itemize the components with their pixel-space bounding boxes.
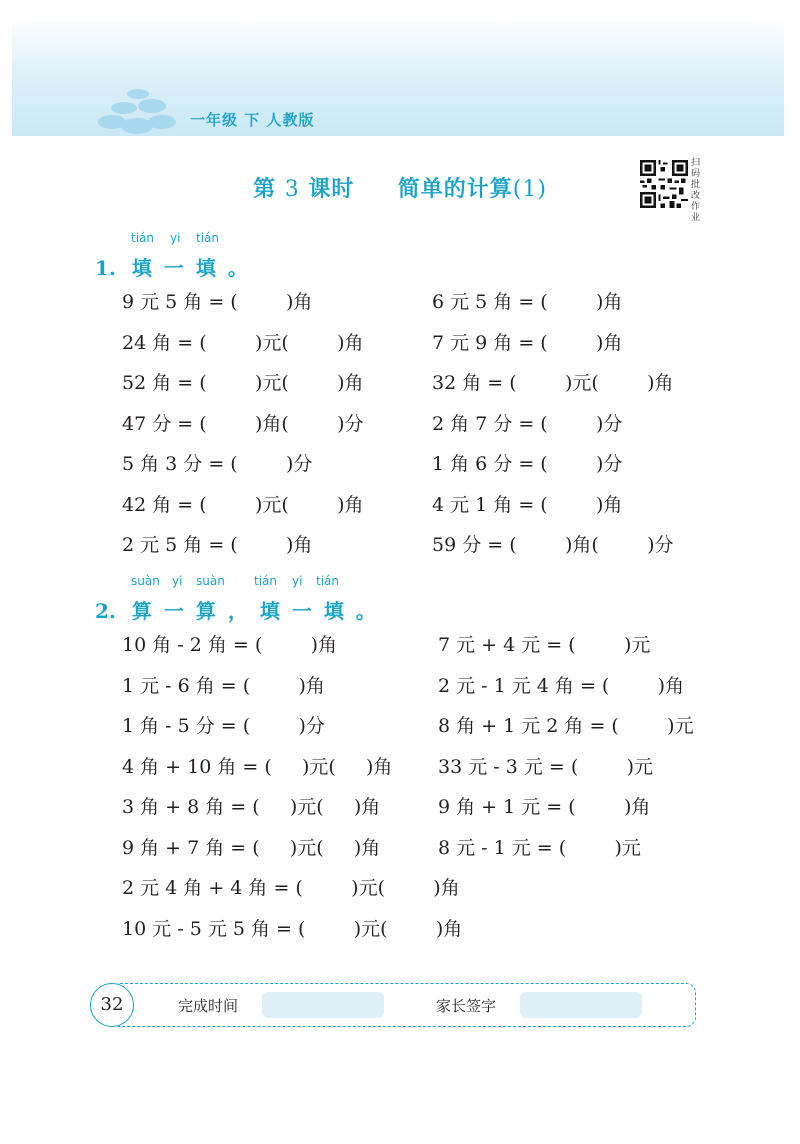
- fill-item: 1 角 6 分 = ( )分: [432, 453, 623, 475]
- fill-item: 47 分 = ( )角( )分: [122, 413, 364, 435]
- parent-signature-field[interactable]: [520, 992, 642, 1018]
- calc-item: 1 元 - 6 角 = ( )角: [122, 675, 325, 697]
- pinyin-yi: yi: [292, 574, 303, 588]
- parent-signature-label: 家长签字: [436, 997, 497, 1015]
- lesson-suffix: 课时: [308, 177, 355, 202]
- lesson-prefix: 第: [253, 177, 277, 202]
- calc-item: 9 角 + 1 元 = ( )角: [438, 796, 651, 818]
- pinyin-yi: yi: [172, 574, 183, 588]
- fill-item: 32 角 = ( )元( )角: [432, 372, 674, 394]
- qr-caption: 扫码批改作业: [691, 158, 701, 223]
- section-heading: 填一填。: [131, 256, 260, 280]
- calc-item: 2 元 - 1 元 4 角 = ( )角: [438, 675, 685, 697]
- section-2-title: [95, 595, 388, 624]
- fill-item: 2 角 7 分 = ( )分: [432, 413, 623, 435]
- fill-item: 59 分 = ( )角( )分: [432, 534, 674, 556]
- section-heading: 算一算，填一填。: [131, 599, 388, 623]
- calc-item: 2 元 4 角 + 4 角 = ( )元( )角: [122, 877, 460, 899]
- calc-item: 1 角 - 5 分 = ( )分: [122, 715, 325, 737]
- calc-item: 9 角 + 7 角 = ( )元( )角: [122, 837, 381, 859]
- calc-item: 8 元 - 1 元 = ( )元: [438, 837, 641, 859]
- section-number: 1.: [95, 256, 116, 280]
- grade-label: 一年级 下 人教版: [190, 111, 315, 129]
- fill-item: 52 角 = ( )元( )角: [122, 372, 364, 394]
- clouds-icon: [92, 82, 182, 137]
- calc-item: 4 角 + 10 角 = ( )元( )角: [122, 756, 393, 778]
- fill-item: 5 角 3 分 = ( )分: [122, 453, 313, 475]
- completion-time-label: 完成时间: [178, 997, 239, 1015]
- lesson-number: 3: [284, 177, 300, 202]
- section-number: 2.: [95, 599, 116, 623]
- calc-item: 33 元 - 3 元 = ( )元: [438, 756, 653, 778]
- lesson-name: 简单的计算: [397, 177, 513, 202]
- page-number: 32: [90, 983, 134, 1027]
- fill-item: 7 元 9 角 = ( )角: [432, 332, 623, 354]
- calc-item: 7 元 + 4 元 = ( )元: [438, 634, 651, 656]
- calc-item: 10 角 - 2 角 = ( )角: [122, 634, 337, 656]
- pinyin-suan: suàn: [131, 574, 160, 588]
- section-1-title: [95, 252, 260, 281]
- calc-item: 10 元 - 5 元 5 角 = ( )元( )角: [122, 918, 463, 940]
- fill-item: 6 元 5 角 = ( )角: [432, 291, 623, 313]
- completion-time-field[interactable]: [262, 992, 384, 1018]
- pinyin-suan: suàn: [196, 574, 225, 588]
- fill-item: 42 角 = ( )元( )角: [122, 494, 364, 516]
- pinyin-yi: yi: [170, 231, 181, 245]
- calc-item: 8 角 + 1 元 2 角 = ( )元: [438, 715, 694, 737]
- pinyin-tian: tián: [196, 231, 219, 245]
- qr-code-icon[interactable]: [640, 160, 688, 208]
- fill-item: 24 角 = ( )元( )角: [122, 332, 364, 354]
- pinyin-tian: tián: [316, 574, 339, 588]
- fill-item: 2 元 5 角 = ( )角: [122, 534, 313, 556]
- fill-item: 9 元 5 角 = ( )角: [122, 291, 313, 313]
- pinyin-tian: tián: [131, 231, 154, 245]
- lesson-paren: (1): [512, 177, 547, 202]
- fill-item: 4 元 1 角 = ( )角: [432, 494, 623, 516]
- calc-item: 3 角 + 8 角 = ( )元( )角: [122, 796, 381, 818]
- pinyin-tian: tián: [254, 574, 277, 588]
